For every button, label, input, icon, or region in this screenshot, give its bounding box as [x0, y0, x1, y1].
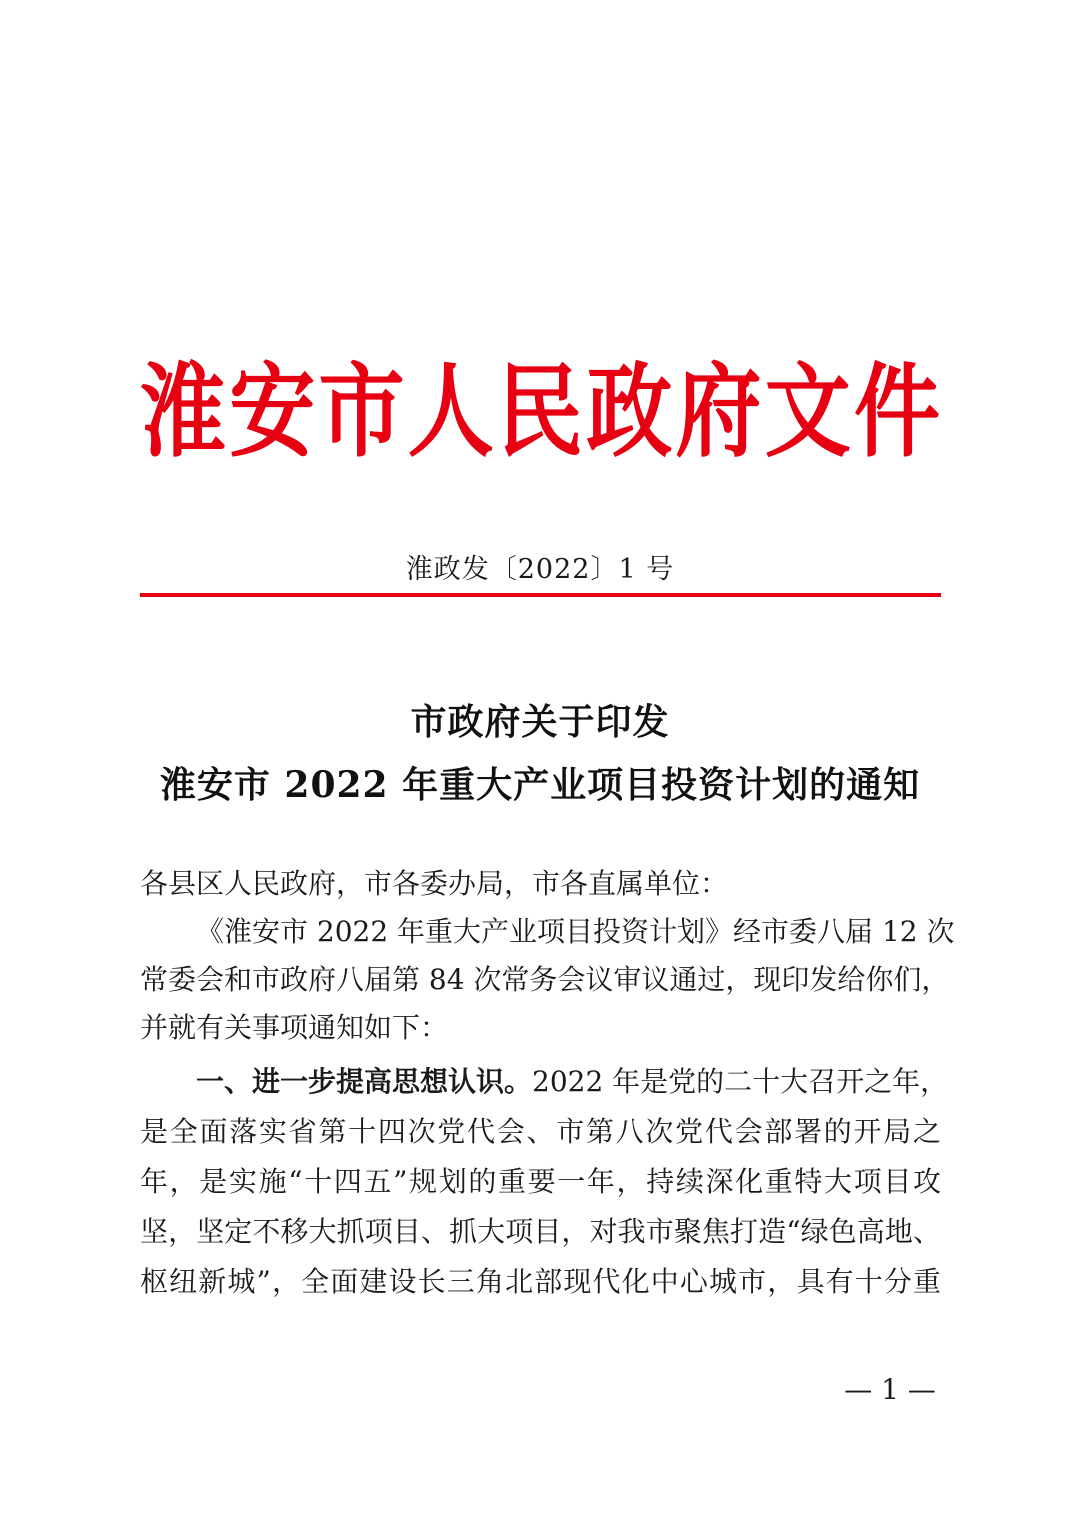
masthead-char: 文 [764, 354, 851, 472]
masthead-char: 府 [675, 354, 762, 472]
masthead-char: 政 [586, 354, 673, 472]
paragraph-line: 并就有关事项通知如下： [140, 1011, 449, 1044]
document-number: 淮政发〔2022〕1 号 [405, 554, 675, 585]
page-number: — 1 — [844, 1373, 936, 1406]
section-heading: 一、进一步提高思想认识。 [196, 1065, 533, 1098]
document-masthead [140, 336, 940, 489]
masthead-char: 民 [497, 354, 583, 472]
masthead-char: 市 [318, 354, 405, 472]
masthead-char: 安 [229, 354, 316, 472]
masthead-char: 件 [854, 354, 940, 472]
section-first-line [196, 1064, 949, 1100]
paragraph-line: 是全面落实省第十四次党代会、市第八次党代会部署的开局之 [140, 1115, 941, 1148]
masthead-char: 淮 [140, 354, 226, 472]
masthead-char: 人 [407, 354, 494, 472]
document-title-line-1: 市政府关于印发 [410, 701, 670, 743]
red-divider-rule [140, 593, 941, 597]
salutation: 各县区人民政府，市各委办局，市各直属单位： [140, 867, 729, 900]
paragraph-line: 枢纽新城”，全面建设长三角北部现代化中心城市，具有十分重 [140, 1265, 941, 1298]
paragraph-line: 年，是实施“十四五”规划的重要一年，持续深化重特大项目攻 [140, 1165, 941, 1198]
paragraph-line: 常委会和市政府八届第 84 次常务会议审议通过，现印发给你们， [140, 963, 950, 996]
paragraph-line: 《淮安市 2022 年重大产业项目投资计划》经市委八届 12 次 [196, 915, 955, 948]
paragraph-line: 坚，坚定不移大抓项目、抓大项目，对我市聚焦打造“绿色高地、 [140, 1215, 941, 1248]
section-first-line-rest: 2022 年是党的二十大召开之年， [532, 1065, 949, 1098]
document-title-line-2: 淮安市 2022 年重大产业项目投资计划的通知 [159, 764, 921, 806]
